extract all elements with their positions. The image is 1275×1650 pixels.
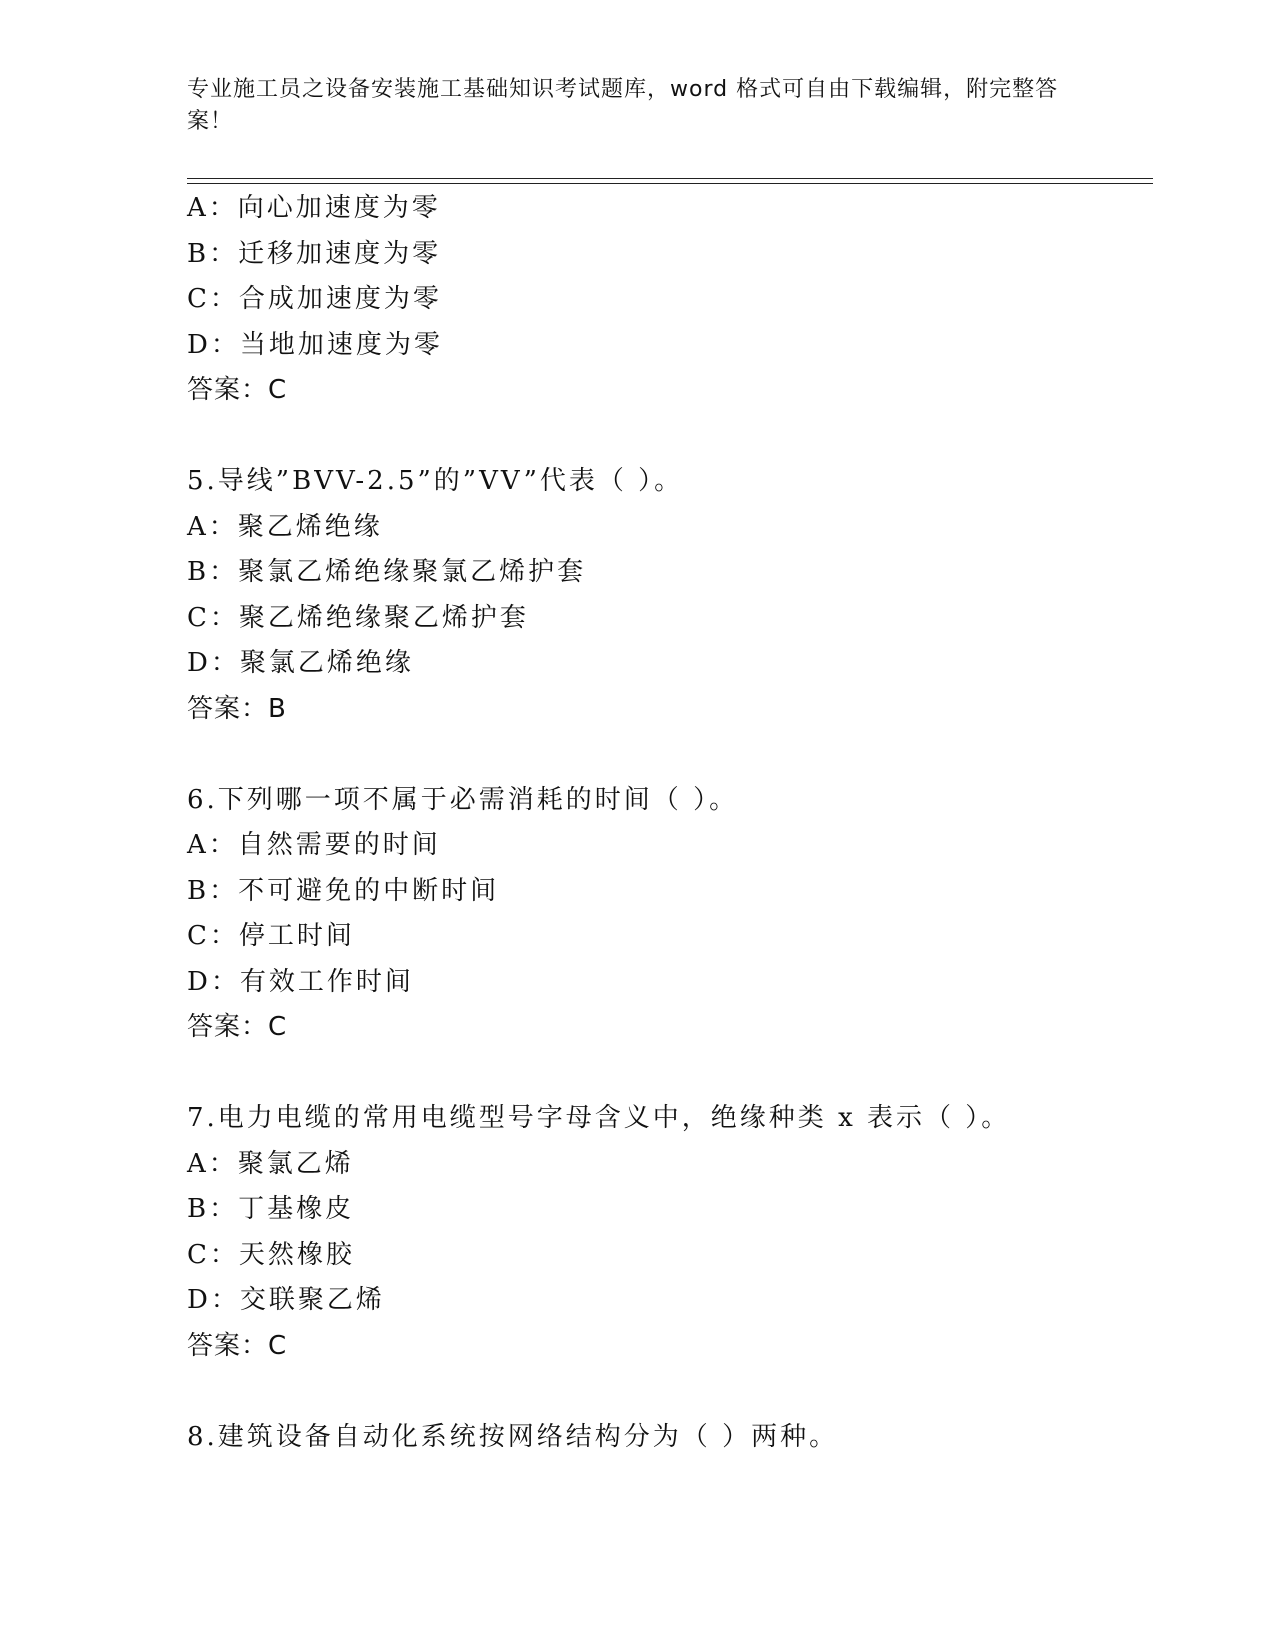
option-b: B：丁基橡皮	[187, 1194, 355, 1224]
answer: 答案：C	[187, 1330, 288, 1361]
option-d: D：交联聚乙烯	[187, 1285, 385, 1315]
document-header: 专业施工员之设备安装施工基础知识考试题库，word 格式可自由下载编辑，附完整答案！	[187, 77, 1059, 134]
spacer	[187, 414, 1153, 460]
option-c: C：合成加速度为零	[187, 284, 442, 314]
answer: 答案：C	[187, 375, 288, 405]
question-text: 5.导线”BVV-2.5”的”VV”代表（ ）。	[187, 466, 684, 496]
option-d: D：聚氯乙烯绝缘	[187, 648, 414, 678]
answer: 答案：B	[187, 693, 287, 724]
spacer	[187, 1369, 1153, 1415]
option-c: C：天然橡胶	[187, 1239, 355, 1270]
question-text: 6.下列哪一项不属于必需消耗的时间（ ）。	[187, 784, 739, 815]
question-text: 7.电力电缆的常用电缆型号字母含义中，绝缘种类 x 表示（ ）。	[187, 1103, 1011, 1133]
option-b: B：聚氯乙烯绝缘聚氯乙烯护套	[187, 557, 587, 587]
header-rule-top	[187, 178, 1153, 179]
question-list	[187, 186, 1153, 1460]
question-block	[187, 1096, 1153, 1369]
option-a: A：自然需要的时间	[187, 830, 441, 860]
spacer	[187, 732, 1153, 778]
question-block	[187, 459, 1153, 732]
spacer	[187, 1051, 1153, 1097]
option-a: A：向心加速度为零	[187, 193, 441, 223]
option-d: D：当地加速度为零	[187, 329, 443, 360]
question-text: 8.建筑设备自动化系统按网络结构分为（ ）两种。	[187, 1421, 839, 1452]
header-rule-bottom	[187, 183, 1153, 184]
option-a: A：聚乙烯绝缘	[187, 511, 383, 542]
option-b: B：不可避免的中断时间	[187, 875, 500, 906]
option-a: A：聚氯乙烯	[187, 1148, 354, 1179]
option-c: C：停工时间	[187, 921, 355, 951]
option-d: D：有效工作时间	[187, 966, 414, 997]
question-block	[187, 186, 1153, 414]
question-block	[187, 778, 1153, 1051]
option-b: B：迁移加速度为零	[187, 238, 442, 269]
answer: 答案：C	[187, 1012, 288, 1042]
option-c: C：聚乙烯绝缘聚乙烯护套	[187, 602, 529, 633]
question-block	[187, 1415, 1153, 1461]
